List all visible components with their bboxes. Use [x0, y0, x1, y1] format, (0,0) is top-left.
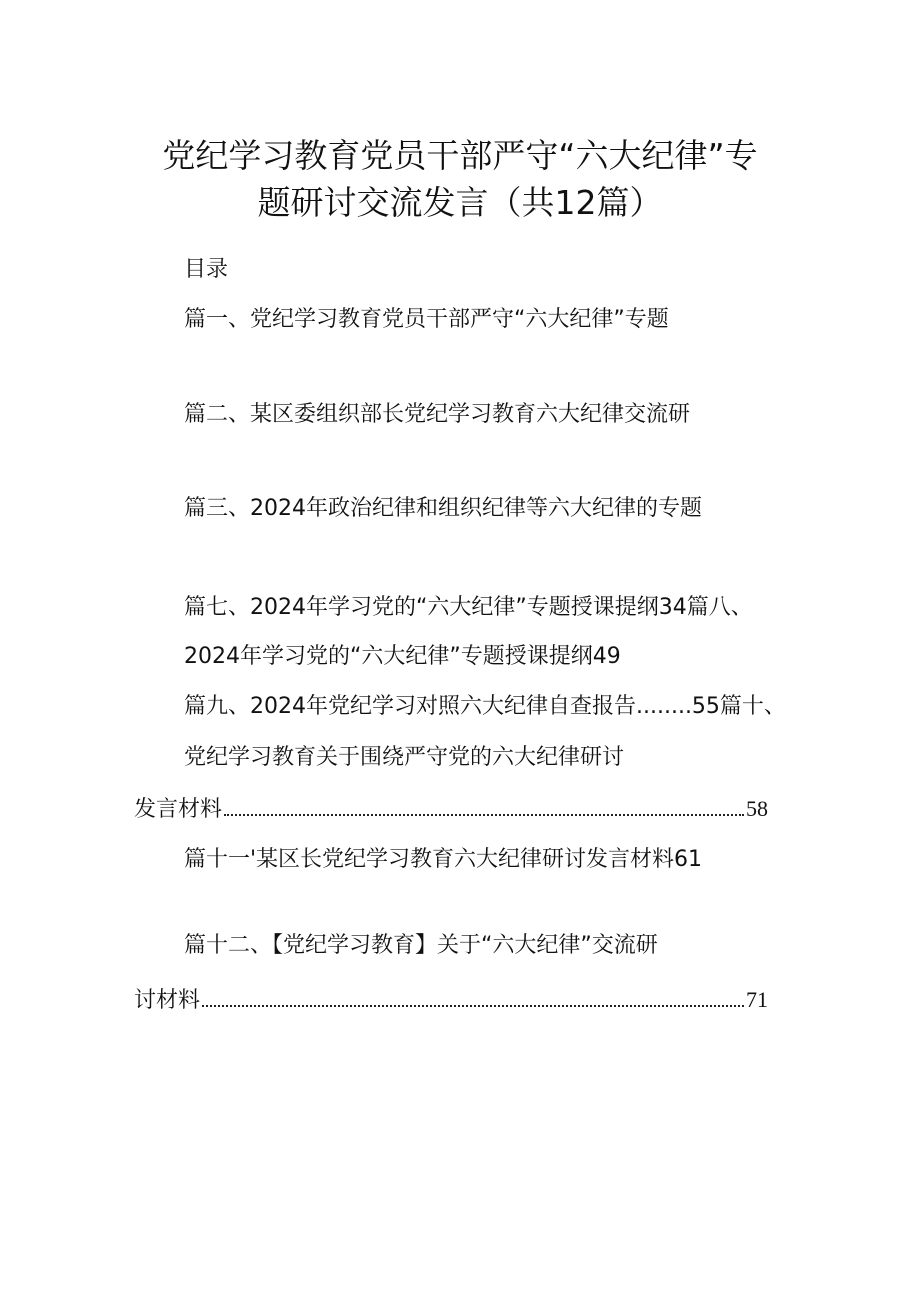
toc-entry-10-tail: [134, 794, 768, 825]
document-title-line-2: 题研讨交流发言（共12篇）: [257, 183, 663, 222]
toc-entry-1: 篇一、党纪学习教育党员干部严守“六大纪律”专题: [184, 307, 669, 332]
toc-entry-7-8: 篇七、2024年学习党的“六大纪律”专题授课提纲34篇八、: [184, 595, 753, 620]
toc-heading: 目录: [184, 257, 229, 282]
document-title-line-1: 党纪学习教育党员干部严守“六大纪律”专: [162, 136, 758, 175]
dot-leader: [224, 814, 744, 816]
toc-entry-12: 篇十二、【党纪学习教育】关于“六大纪律”交流研: [184, 933, 658, 958]
toc-entry-2: 篇二、某区委组织部长党纪学习教育六大纪律交流研: [184, 402, 691, 427]
toc-entry-8-cont: 2024年学习党的“六大纪律”专题授课提纲49: [184, 644, 621, 669]
toc-entry-10-tail-text: 发言材料: [134, 797, 223, 822]
toc-entry-12-tail-text: 讨材料: [134, 988, 201, 1013]
dot-leader: [202, 1005, 744, 1007]
toc-entry-10-cont: 党纪学习教育关于围绕严守党的六大纪律研讨: [184, 745, 625, 770]
toc-entry-12-page: 71: [746, 987, 768, 1012]
toc-entry-11: 篇十一'某区长党纪学习教育六大纪律研讨发言材料61: [184, 847, 703, 872]
toc-entry-12-tail: [134, 985, 768, 1016]
toc-entry-10-page: 58: [746, 796, 768, 821]
toc-entry-3: 篇三、2024年政治纪律和组织纪律等六大纪律的专题: [184, 496, 702, 521]
toc-entry-9-10: 篇九、2024年党纪学习对照六大纪律自查报告........55篇十、: [184, 694, 786, 719]
